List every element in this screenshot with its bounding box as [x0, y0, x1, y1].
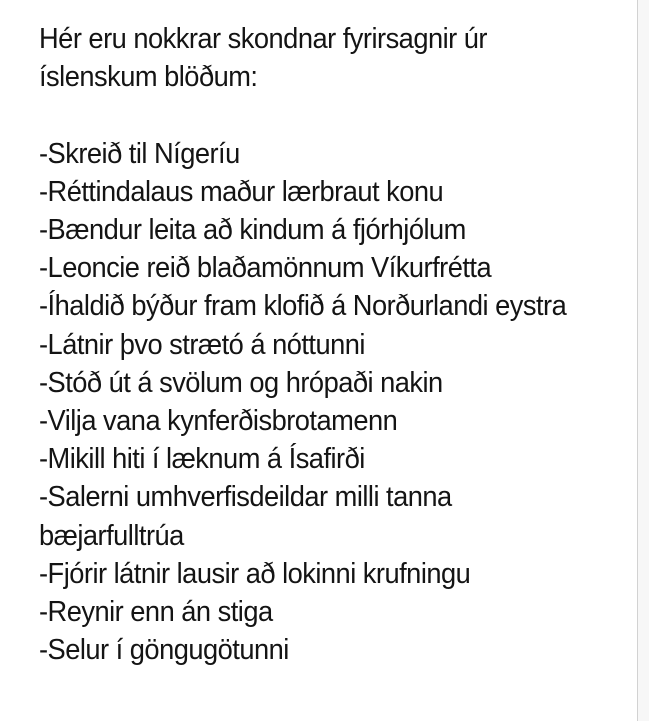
post-text [39, 20, 589, 669]
headline-item: -Skreið til Nígeríu [39, 137, 240, 170]
headline-item: -Vilja vana kynferðisbrotamenn [39, 405, 398, 438]
intro-text-line-2: íslenskum blöðum: [39, 61, 258, 94]
headline-item: -Bændur leita að kindum á fjórhjólum [39, 214, 466, 246]
headline-item: -Látnir þvo strætó á nóttunni [39, 328, 365, 361]
blank-line [39, 96, 589, 134]
headline-item: -Íhaldið býður fram klofið á Norðurlandi eystra [39, 290, 567, 323]
headline-item: -Reynir enn án stiga [39, 596, 273, 629]
headline-item: -Stóð út á svölum og hrópaði nakin [39, 366, 443, 399]
headline-item: -Leoncie reið blaðamönnum Víkurfrétta [39, 252, 492, 285]
intro-text-line-1: Hér eru nokkrar skondnar fyrirsagnir úr [39, 23, 487, 55]
headline-item: -Mikill hiti í læknum á Ísafirði [39, 443, 365, 476]
headline-item: -Salerni umhverfisdeildar milli tanna bæjarfulltrúa [39, 481, 452, 552]
headline-item: -Réttindalaus maður lærbraut konu [39, 175, 444, 208]
headline-item: -Fjórir látnir lausir að lokinni krufningu [39, 557, 471, 590]
headline-item: -Selur í göngugötunni [39, 634, 289, 667]
